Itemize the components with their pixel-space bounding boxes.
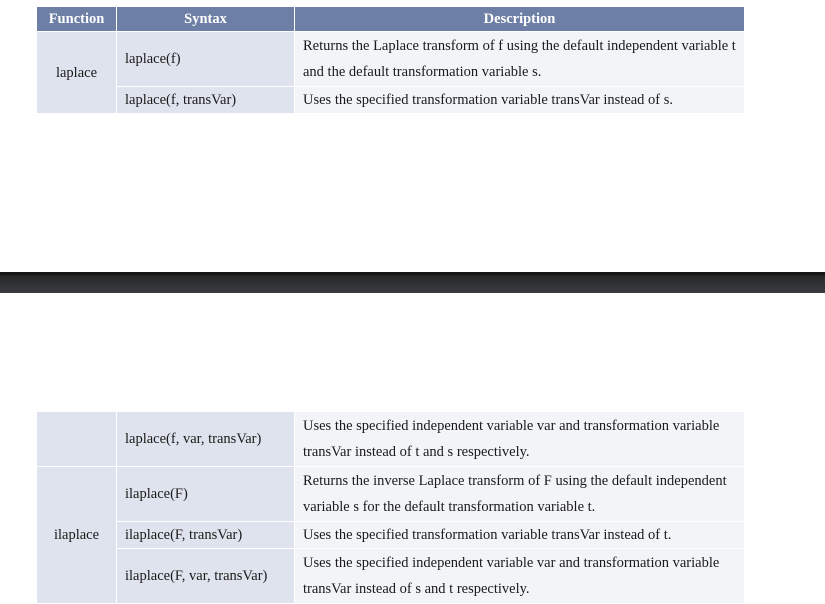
description-cell: Returns the inverse Laplace transform of F using the default independent variable s for the default transformation variable t.: [295, 467, 745, 522]
header-function: Function: [37, 7, 117, 32]
syntax-cell: ilaplace(F, transVar): [117, 522, 295, 549]
function-name-cell: [37, 412, 117, 467]
header-description: Description: [295, 7, 745, 32]
table-row: [37, 412, 745, 467]
table-row: [37, 549, 745, 604]
description-cell: Uses the specified independent variable var and transformation variable transVar instead of t and s respectively.: [295, 412, 745, 467]
table-row: [37, 467, 745, 522]
syntax-cell: laplace(f, transVar): [117, 87, 295, 114]
bottom-function-table: [36, 411, 745, 604]
syntax-cell: laplace(f): [117, 32, 295, 87]
syntax-cell: ilaplace(F, var, transVar): [117, 549, 295, 604]
table-row: [37, 522, 745, 549]
description-cell: Returns the Laplace transform of f using the default independent variable t and the default transformation variable s.: [295, 32, 745, 87]
syntax-cell: ilaplace(F): [117, 467, 295, 522]
description-cell: Uses the specified transformation variable transVar instead of s.: [295, 87, 745, 114]
function-name-cell: laplace: [37, 32, 117, 114]
syntax-cell: laplace(f, var, transVar): [117, 412, 295, 467]
slide-divider-band: [0, 272, 825, 293]
description-cell: Uses the specified independent variable var and transformation variable transVar instead of s and t respectively.: [295, 549, 745, 604]
function-name-cell: ilaplace: [37, 467, 117, 604]
table-header-row: [37, 7, 745, 32]
header-syntax: Syntax: [117, 7, 295, 32]
description-cell: Uses the specified transformation variable transVar instead of t.: [295, 522, 745, 549]
top-function-table: [36, 6, 745, 114]
table-row: [37, 87, 745, 114]
table-row: [37, 32, 745, 87]
